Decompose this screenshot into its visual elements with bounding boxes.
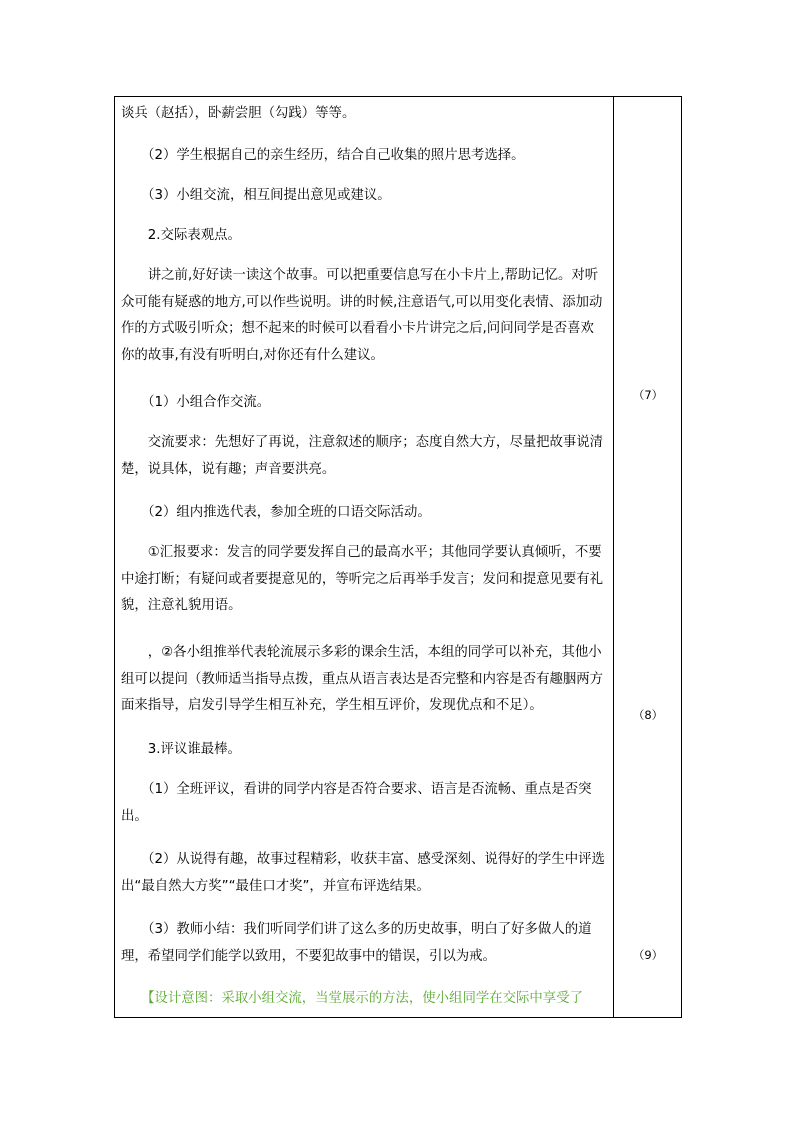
paragraph-10: ，②各小组推举代表轮流展示多彩的课余生活，本组的同学可以补充，其他小组可以提问（教师适当指导点拨，重点从语言表达是否完整和内容是否有趣胭两方面来指导，启发引导学生相互补充，学生相互评价，发现优点和不足）。 [121,645,604,713]
step-number-9: （9） [632,948,664,962]
document-table [114,96,682,1018]
paragraph-design-intent: 【设计意图：采取小组交流，当堂展示的方法，使小组同学在交际中享受了 [121,991,583,1006]
paragraph-7: 交流要求：先想好了再说，注意叙述的顺序；态度自然大方，尽量把故事说清楚，说具体，说有趣；声音要洪亮。 [121,435,604,477]
column-divider [613,97,614,1017]
paragraph-3: （3）小组交流，相互间提出意见或建议。 [121,188,391,203]
step-number-8: （8） [632,708,664,722]
paragraph-8: （2）组内推选代表，参加全班的口语交际活动。 [121,505,431,520]
paragraph-14: （3）教师小结：我们听同学们讲了这么多的历史故事，明白了好多做人的道理，希望同学们能学以致用，不要犯故事中的错误，引以为戒。 [121,922,592,964]
paragraph-6: （1）小组合作交流。 [121,395,271,410]
paragraph-1: 谈兵（赵括），卧薪尝胆（勾践）等等。 [121,106,356,121]
paragraph-5: 讲之前,好好读一读这个故事。可以把重要信息写在小卡片上,帮助记忆。对听众可能有疑惑的地方,可以作些说明。讲的时候,注意语气,可以用变化表情、添加动作的方式吸引听众；想不起来的时候可以看看小卡片讲完之后,问问同学是否喜欢你的故事,有没有听明白,对你还有什么建议。 [121,268,603,363]
paragraph-4: 2.交际表观点。 [121,228,241,243]
paragraph-12: （1）全班评议，看讲的同学内容是否符合要求、语言是否流畅、重点是否突出。 [121,782,592,824]
paragraph-11: 3.评议谁最棒。 [121,742,241,757]
paragraph-9: ①汇报要求：发言的同学要发挥自己的最高水平；其他同学要认真倾听，不要中途打断；有疑问或者要提意见的，等听完之后再举手发言；发问和提意见要有礼貌，注意礼貌用语。 [121,545,604,613]
paragraph-13: （2）从说得有趣，故事过程精彩，收获丰富、感受深刻、说得好的学生中评选出“最自然大方奖”“最佳口才奖”，并宣布评选结果。 [121,852,605,894]
paragraph-2: （2）学生根据自己的亲生经历，结合自己收集的照片思考选择。 [121,148,525,163]
step-number-7: （7） [632,388,664,402]
